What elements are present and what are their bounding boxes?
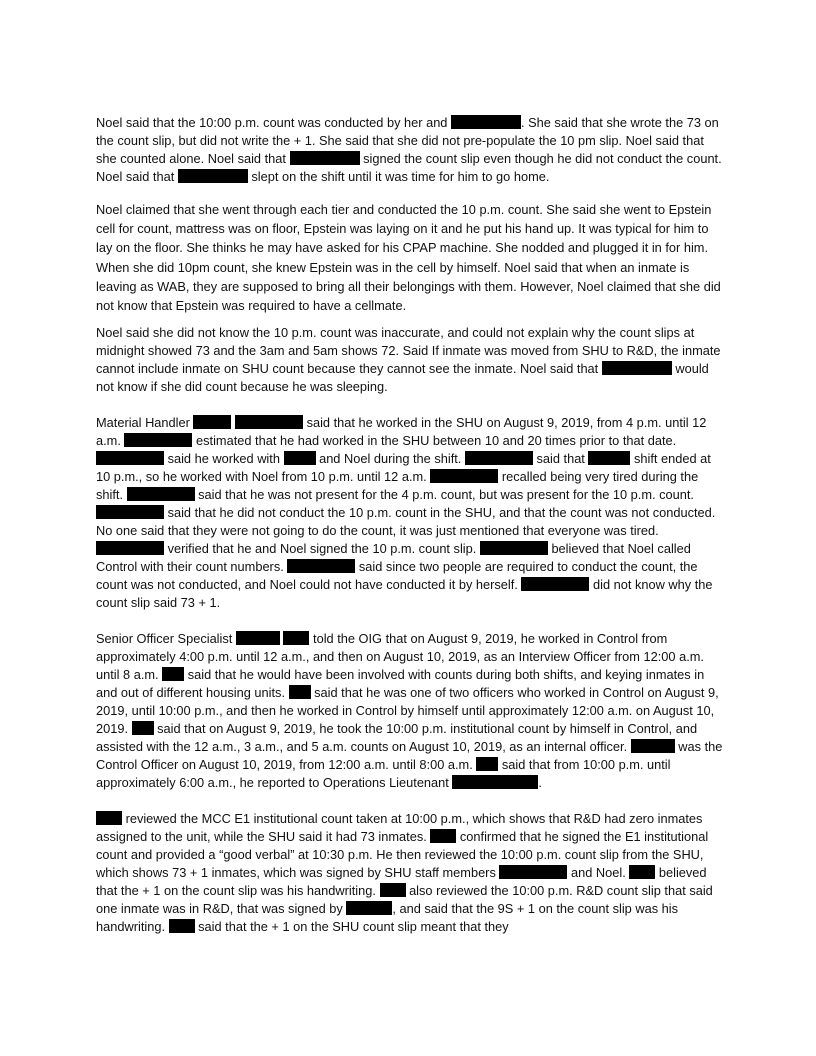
- paragraph-noel-count-slips: [96, 324, 726, 396]
- text-run: and Noel.: [570, 865, 626, 881]
- redaction-box: [521, 577, 589, 591]
- text-run: Material Handler: [96, 415, 190, 431]
- text-run: said that he would have been involved with counts during both shifts, and keying inmates in and out of different housing units.: [96, 667, 705, 701]
- text-run: said since two people are required to conduct the count, the count was not conducted, and Noel could not have conducted it by herself.: [96, 559, 698, 593]
- redaction-box: [287, 559, 355, 573]
- text-run: . She said that she wrote the 73 on the count slip, but did not write the + 1. She said that she did not pre-populate the 10 pm slip. Noel said that she counted alone. Noel said that: [96, 115, 719, 166]
- redaction-box: [451, 115, 521, 129]
- paragraph-noel-epstein-cell: [96, 200, 726, 315]
- redaction-box: [178, 169, 248, 183]
- text-run: reviewed the MCC E1 institutional count taken at 10:00 p.m., which shows that R&D had zero inmates assigned to the unit, while the SHU said it had 73 inmates.: [96, 811, 703, 845]
- text-run: Noel said she did not know the 10 p.m. count was inaccurate, and could not explain why the count slips at midnight showed 73 and the 3am and 5am shows 72. Said If inmate was moved from SHU to R&D, the inmate cannot include inmate on SHU count because they cannot see the inmate. Noel said that: [96, 325, 721, 377]
- redaction-box: [452, 775, 538, 789]
- text-run: would not know if she did count because he was sleeping.: [96, 361, 709, 395]
- text-run: said that on August 9, 2019, he took the 10:00 p.m. institutional count by himself in Control, and assisted with the 12 a.m., 3 a.m., and 5 a.m. counts on August 10, 2019, as an internal officer.: [96, 721, 698, 755]
- redaction-box: [629, 865, 655, 879]
- redaction-box: [480, 541, 548, 555]
- redaction-box: [124, 433, 192, 447]
- text-run: slept on the shift until it was time for him to go home.: [251, 169, 550, 184]
- redaction-box: [290, 151, 360, 165]
- redaction-box: [127, 487, 195, 501]
- redaction-box: [235, 415, 303, 429]
- redaction-box: [499, 865, 567, 879]
- redaction-box: [284, 451, 316, 465]
- redaction-box: [283, 631, 309, 645]
- text-run: also reviewed the 10:00 p.m. R&D count slip that said one inmate was in R&D, that was signed by: [96, 883, 713, 917]
- document-page: [96, 114, 726, 936]
- redaction-box: [430, 829, 456, 843]
- text-run: signed the count slip even though he did not conduct the count. Noel said that: [96, 151, 722, 184]
- redaction-box: [465, 451, 533, 465]
- paragraph-senior-officer-specialist: [96, 630, 726, 792]
- redaction-box: [169, 919, 195, 933]
- redaction-box: [132, 721, 154, 735]
- redaction-box: [96, 451, 164, 465]
- text-run: verified that he and Noel signed the 10 p.m. count slip.: [167, 541, 477, 557]
- text-run: .: [538, 775, 542, 791]
- paragraph-noel-count: [96, 114, 726, 186]
- redaction-box: [476, 757, 498, 771]
- redaction-box: [236, 631, 280, 645]
- redaction-box: [631, 739, 675, 753]
- text-run: Noel said that the 10:00 p.m. count was conducted by her and: [96, 115, 448, 130]
- text-run: confirmed that he signed the E1 institutional count and provided a “good verbal” at 10:30 p.m. He then reviewed the 10:00 p.m. count slip from the SHU, which shows 73 + 1 inmates, which was signed by SHU staff members: [96, 829, 709, 881]
- redaction-box: [96, 811, 122, 825]
- text-run: said that he worked in the SHU on August 9, 2019, from 4 p.m. until 12 a.m.: [96, 415, 707, 449]
- text-run: shift ended at 10 p.m., so he worked with Noel from 10 p.m. until 12 a.m.: [96, 451, 711, 485]
- redaction-box: [193, 415, 231, 429]
- text-run: said that the + 1 on the SHU count slip meant that they: [198, 919, 509, 935]
- redaction-box: [430, 469, 498, 483]
- text-run: said that he was one of two officers who worked in Control on August 9, 2019, until 10:00 p.m., and then he worked in Control by himself until approximately 12:00 a.m. on August 10, 2019.: [96, 685, 719, 737]
- redaction-box: [96, 505, 164, 519]
- text-run: , and said that the 9S + 1 on the count slip was his handwriting.: [96, 901, 679, 935]
- text-run: believed that the + 1 on the count slip was his handwriting.: [96, 865, 707, 899]
- text-run: told the OIG that on August 9, 2019, he worked in Control from approximately 4:00 p.m. until 12 a.m., and then on August 10, 2019, as an Interview Officer from 12:00 a.m. until 8 a.m.: [96, 631, 704, 683]
- text-run: was the Control Officer on August 10, 2019, from 12:00 a.m. until 8:00 a.m.: [96, 739, 723, 773]
- redaction-box: [588, 451, 630, 465]
- text-run: believed that Noel called Control with their count numbers.: [96, 541, 691, 575]
- redaction-box: [380, 883, 406, 897]
- text-run: said that: [536, 451, 585, 467]
- redaction-box: [346, 901, 392, 915]
- redaction-box: [162, 667, 184, 681]
- text-run: did not know why the count slip said 73 + 1.: [96, 577, 713, 611]
- text-run: said he worked with: [167, 451, 280, 467]
- text-run: said that from 10:00 p.m. until approximately 6:00 a.m., he reported to Operations Lieutenant: [96, 757, 671, 791]
- text-run: Noel claimed that she went through each tier and conducted the 10 p.m. count. She said she went to Epstein cell for count, mattress was on floor, Epstein was laying on it and he put his hand up. It was typical for him to lay on the floor. She thinks he may have asked for his CPAP machine. She nodded and plugged it in for him. When she did 10pm count, she knew Epstein was in the cell by himself. Noel said that when an inmate is leaving as WAB, they are supposed to bring all their belongings with them. However, Noel claimed that she did not know that Epstein was required to have a cellmate.: [96, 202, 721, 314]
- paragraph-institutional-count: [96, 810, 726, 936]
- redaction-box: [602, 361, 672, 375]
- redaction-box: [96, 541, 164, 555]
- text-run: and Noel during the shift.: [319, 451, 462, 467]
- text-run: said that he did not conduct the 10 p.m. count in the SHU, and that the count was not conducted. No one said that they were not going to do the count, it was just mentioned that everyone was tired.: [96, 505, 716, 539]
- text-run: said that he was not present for the 4 p.m. count, but was present for the 10 p.m. count.: [198, 487, 694, 503]
- paragraph-material-handler: [96, 414, 726, 612]
- text-run: estimated that he had worked in the SHU between 10 and 20 times prior to that date.: [196, 433, 677, 449]
- text-run: recalled being very tired during the shift.: [96, 469, 699, 503]
- text-run: Senior Officer Specialist: [96, 631, 233, 647]
- redaction-box: [289, 685, 311, 699]
